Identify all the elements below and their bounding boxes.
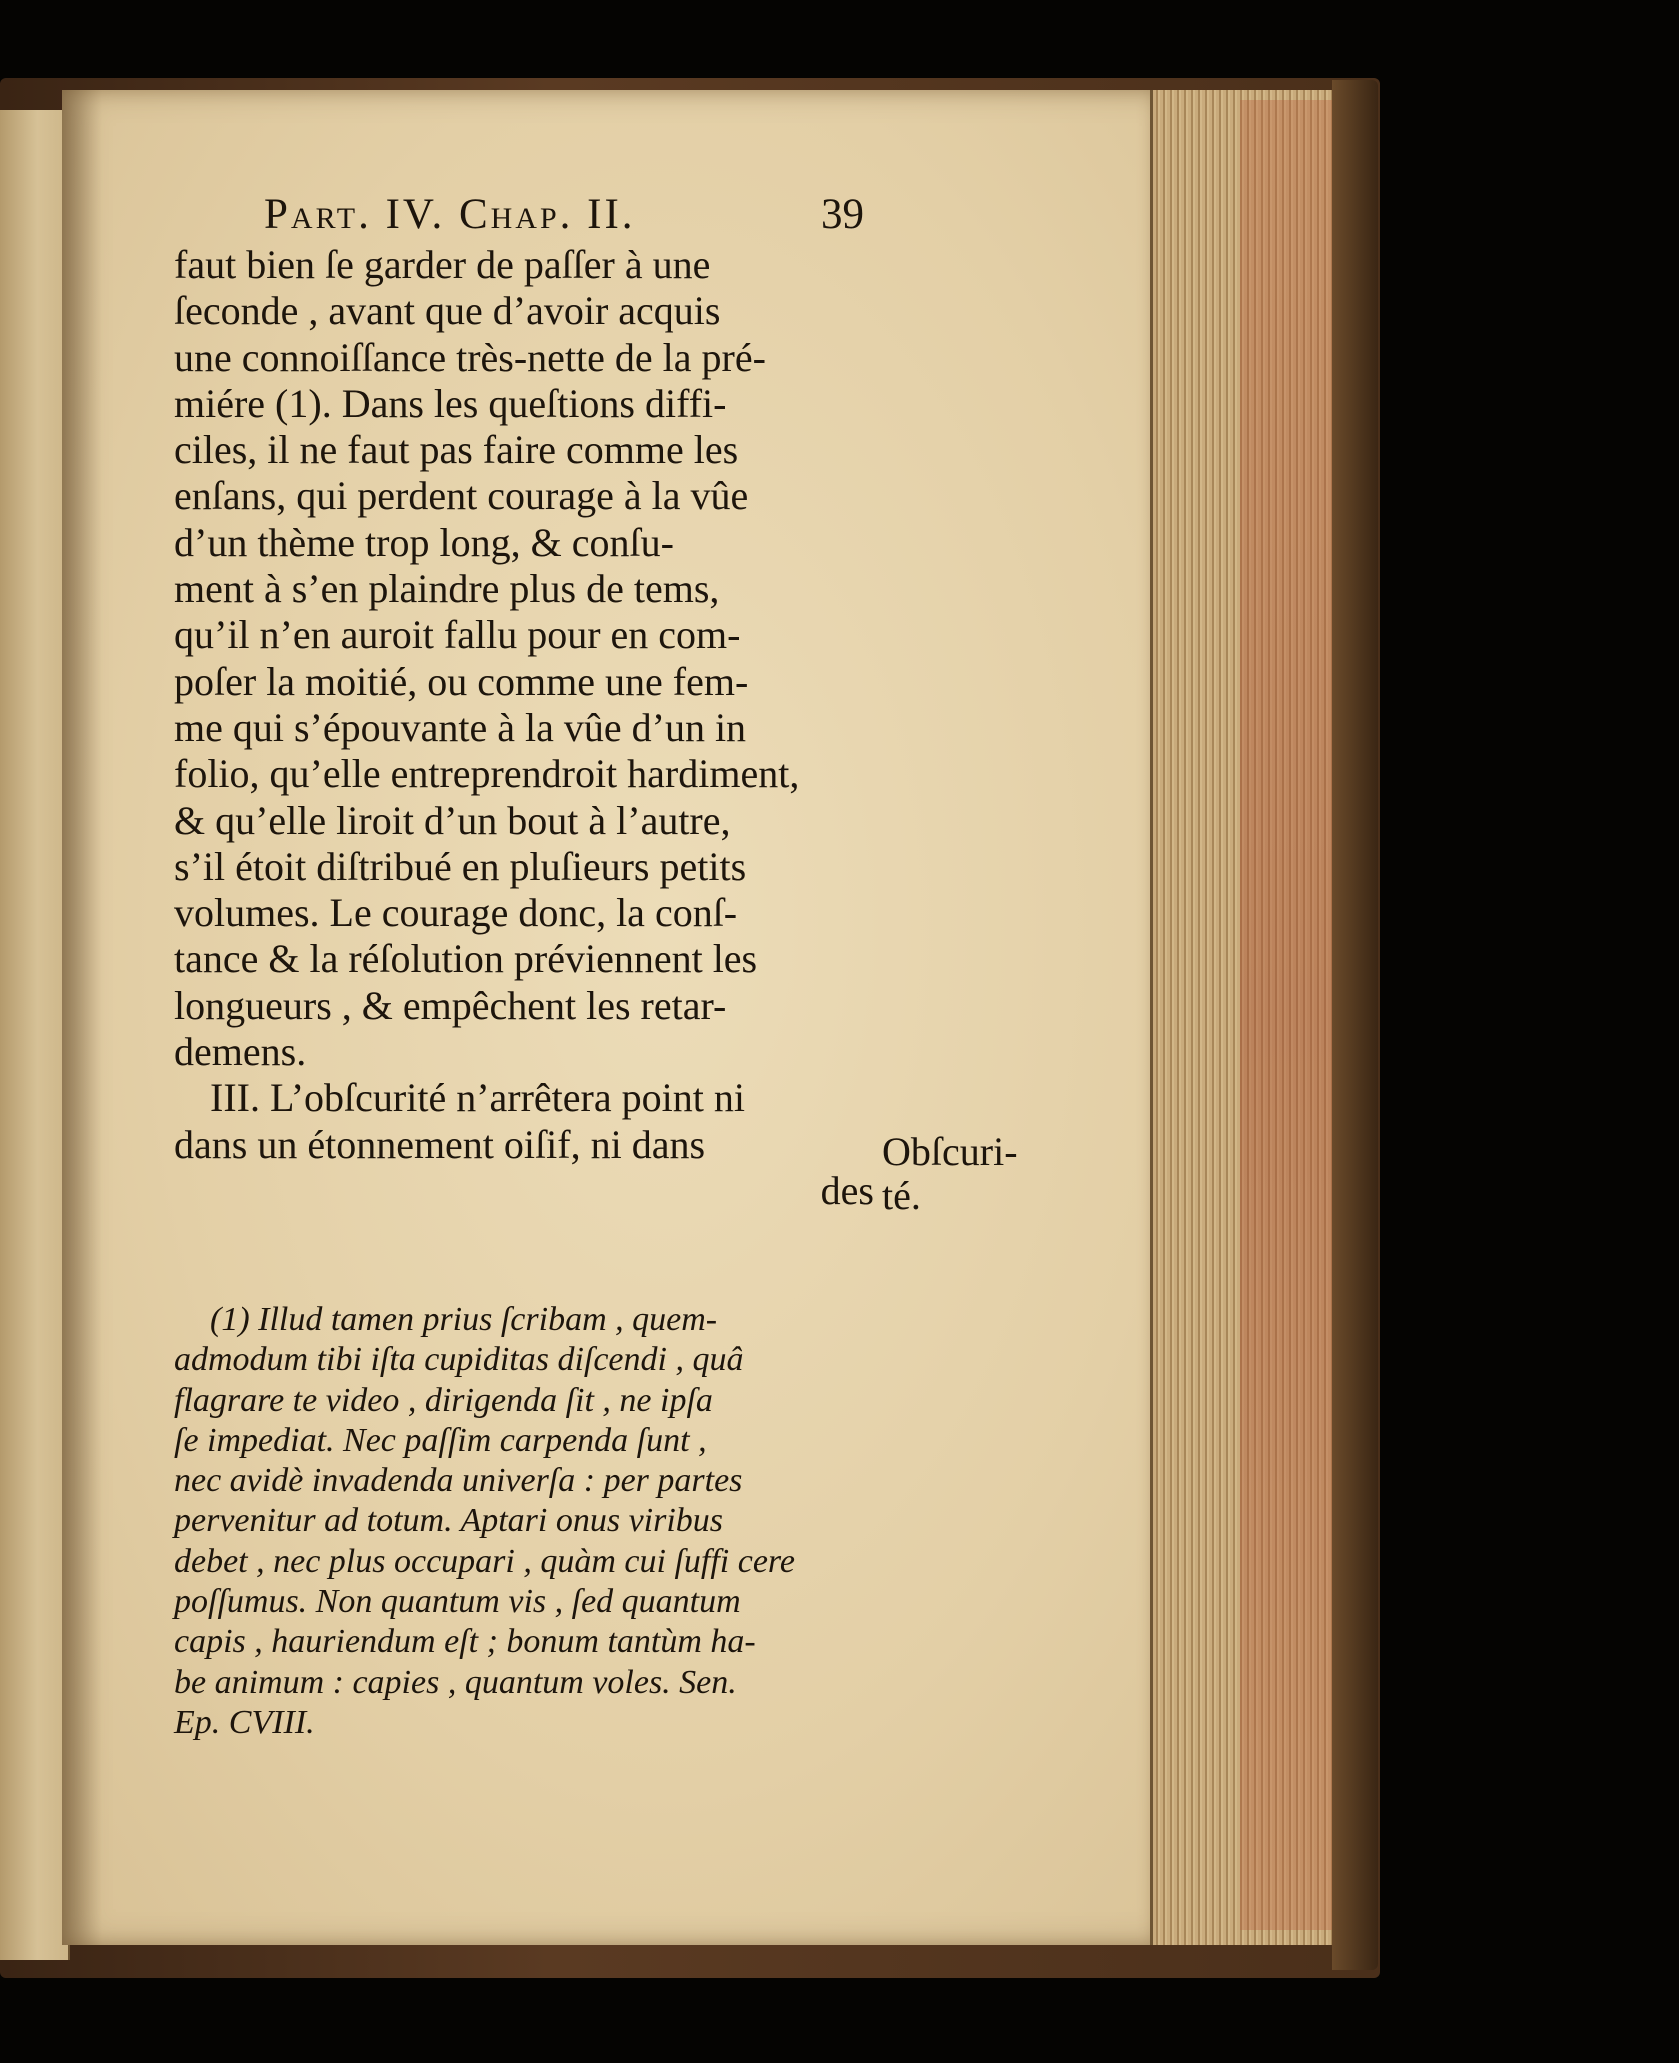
footnote-line: debet , nec plus occupari , quàm cui ſuffi cere <box>174 1542 795 1580</box>
footnote-line: be animum : capies , quantum voles. Sen. <box>174 1663 737 1701</box>
body-line: poſer la moitié, ou comme une fem- <box>174 658 749 704</box>
body-line: volumes. Le courage donc, la conſ- <box>174 890 738 936</box>
footnote-line: capis , hauriendum eſt ; bonum tantùm ha- <box>174 1623 756 1661</box>
page-number: 39 <box>821 191 864 238</box>
footnote-line: flagrare te video , dirigenda ſit , ne ipſa <box>174 1381 713 1419</box>
body-line: ciles, il ne faut pas faire comme les <box>174 427 739 473</box>
running-head <box>264 190 864 240</box>
running-head-title: Part. IV. Chap. II. <box>264 191 636 238</box>
body-text <box>174 242 874 1214</box>
footnote-line: (1) Illud tamen prius ſcribam , quem- <box>210 1301 718 1338</box>
page-gutter-shadow <box>62 90 102 1945</box>
body-line: miére (1). Dans les queſtions diffi- <box>174 380 727 426</box>
body-line: longueurs , & empêchent les retar- <box>174 982 727 1028</box>
body-line: s’il étoit diſtribué en pluſieurs petits <box>174 843 747 889</box>
footnote-line: admodum tibi iſta cupiditas diſcendi , quâ <box>174 1341 744 1379</box>
footnote-line: Ep. CVIII. <box>174 1703 315 1741</box>
left-page-edge <box>0 110 70 1960</box>
footnote-line: pervenitur ad totum. Aptari onus viribus <box>174 1502 724 1540</box>
body-line: tance & la réſolution préviennent les <box>174 936 758 982</box>
body-line: demens. <box>174 1029 307 1075</box>
body-line: qu’il n’en auroit fallu pour en com- <box>174 612 741 658</box>
body-line: me qui s’épouvante à la vûe d’un in <box>174 704 747 750</box>
footnote-line: ſe impediat. Nec paſſim carpenda ſunt , <box>174 1421 707 1459</box>
body-line: folio, qu’elle entreprendroit hardiment, <box>174 751 800 797</box>
body-line: ſeconde , avant que d’avoir acquis <box>174 288 721 334</box>
footnote-line: poſſumus. Non quantum vis , ſed quantum <box>174 1583 741 1621</box>
book-cover-front <box>1332 80 1378 1970</box>
section-line: dans un étonnement oiſif, ni dans <box>174 1121 706 1167</box>
body-line: ment à s’en plaindre plus de tems, <box>174 566 720 612</box>
margin-note <box>882 1130 1018 1218</box>
body-line: & qu’elle liroit d’un bout à l’autre, <box>174 797 731 843</box>
footnote-line: nec avidè invadenda univerſa : per partes <box>174 1462 743 1500</box>
red-sprinkled-edge <box>1240 100 1335 1930</box>
body-line: enſans, qui perdent courage à la vûe <box>174 473 749 519</box>
footnote <box>174 1300 874 1743</box>
section-line: III. L’obſcurité n’arrêtera point ni <box>210 1075 745 1121</box>
body-line: d’un thème trop long, & conſu- <box>174 519 674 565</box>
margin-note-line: Obſcuri- <box>882 1129 1018 1174</box>
body-line: faut bien ſe garder de paſſer à une <box>174 242 711 287</box>
margin-note-line: té. <box>882 1173 921 1218</box>
catchword: des <box>820 1167 874 1213</box>
body-line: une connoiſſance très-nette de la pré- <box>174 334 766 380</box>
